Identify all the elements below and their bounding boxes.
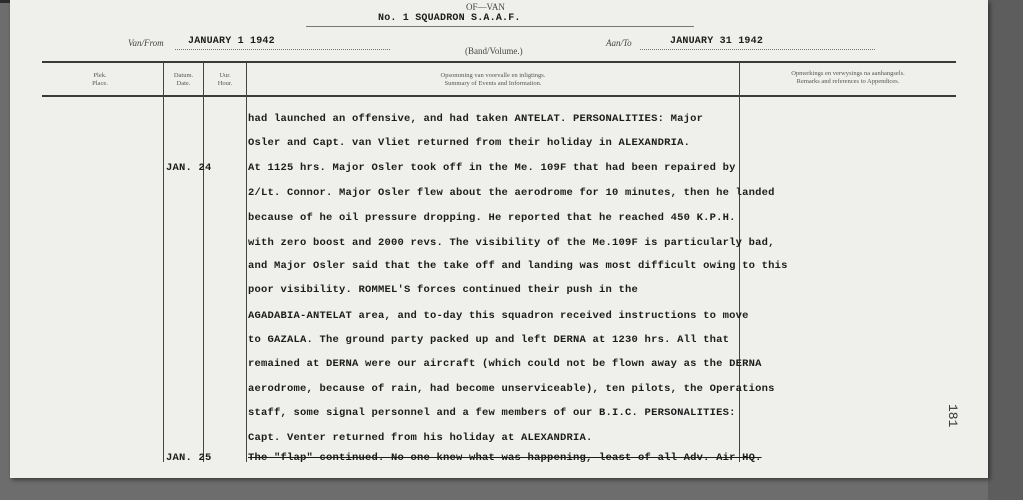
- entry-text: At 1125 hrs. Major Osler took off in the Me. 109F that had been repaired by: [248, 162, 736, 174]
- col-divider-place-date: [163, 62, 164, 462]
- col-header-place: [70, 72, 130, 88]
- col-header-remarks-en: Remarks and references to Appendices.: [796, 78, 900, 85]
- col-header-summary-af: Opsomming van voorvalle en inligtings.: [440, 72, 546, 79]
- col-header-hour: [204, 72, 246, 88]
- col-header-remarks: [740, 70, 956, 86]
- entry-date: JAN. 24: [166, 162, 212, 174]
- entry-text: to GAZALA. The ground party packed up and left DERNA at 1230 hrs. All that: [248, 334, 730, 346]
- entry-text: Osler and Capt. van Vliet returned from their holiday in ALEXANDRIA.: [248, 137, 691, 149]
- col-header-date-en: Date.: [176, 80, 191, 87]
- col-header-remarks-af: Opmerkings en verwysings na aanhangsels.: [791, 70, 905, 77]
- col-header-summary: [247, 72, 739, 88]
- entry-text: because of he oil pressure dropping. He reported that he reached 450 K.P.H.: [248, 212, 736, 224]
- entry-text: 2/Lt. Connor. Major Osler flew about the aerodrome for 10 minutes, then he landed: [248, 187, 775, 199]
- scan-right-margin: [988, 0, 1023, 500]
- entry-date: JAN. 25: [166, 452, 212, 464]
- to-label: Aan/To: [606, 38, 632, 48]
- entry-text: and Major Osler said that the take off and landing was most difficult owing to this: [248, 260, 788, 272]
- from-value: JANUARY 1 1942: [188, 36, 275, 47]
- title-underline: [306, 26, 694, 27]
- col-divider-date-hour: [203, 62, 204, 462]
- header-bottom-rule: [42, 95, 956, 97]
- to-value: JANUARY 31 1942: [670, 36, 764, 47]
- col-header-hour-af: Uur.: [219, 72, 231, 79]
- col-header-place-af: Plek.: [93, 72, 107, 79]
- page-number-stamp: 181: [945, 404, 960, 428]
- entry-text: staff, some signal personnel and a few members of our B.I.C. PERSONALITIES:: [248, 407, 736, 419]
- war-diary-page: [10, 0, 988, 478]
- entry-text: The "flap" continued. No one knew what was happening, least of all Adv. Air HQ.: [248, 452, 762, 464]
- squadron-title: No. 1 SQUADRON S.A.A.F.: [378, 13, 521, 24]
- entry-text: aerodrome, because of rain, had become unserviceable), ten pilots, the Operations: [248, 383, 775, 395]
- entry-text: with zero boost and 2000 revs. The visibility of the Me.109F is particularly bad,: [248, 237, 775, 249]
- col-header-hour-en: Hour.: [217, 80, 233, 87]
- col-divider-hour-summary: [246, 62, 247, 462]
- entry-text: Capt. Venter returned from his holiday at ALEXANDRIA.: [248, 432, 593, 444]
- col-header-date-af: Datum.: [173, 72, 194, 79]
- entry-text: had launched an offensive, and had taken ANTELAT. PERSONALITIES: Major: [248, 113, 704, 125]
- to-dotted-line: [640, 49, 875, 50]
- from-dotted-line: [175, 49, 390, 50]
- col-header-date: [164, 72, 203, 88]
- top-label: OF—VAN: [466, 2, 505, 12]
- from-label: Van/From: [128, 38, 164, 48]
- entry-text: remained at DERNA were our aircraft (which could not be flown away as the DERNA: [248, 358, 762, 370]
- table-top-rule: [42, 61, 956, 63]
- entry-text: AGADABIA-ANTELAT area, and to-day this squadron received instructions to move: [248, 310, 749, 322]
- col-header-summary-en: Summary of Events and Information.: [444, 80, 542, 87]
- col-header-place-en: Place.: [92, 80, 108, 87]
- band-label: (Band/Volume.): [465, 46, 523, 56]
- entry-text: poor visibility. ROMMEL'S forces continued their push in the: [248, 284, 639, 296]
